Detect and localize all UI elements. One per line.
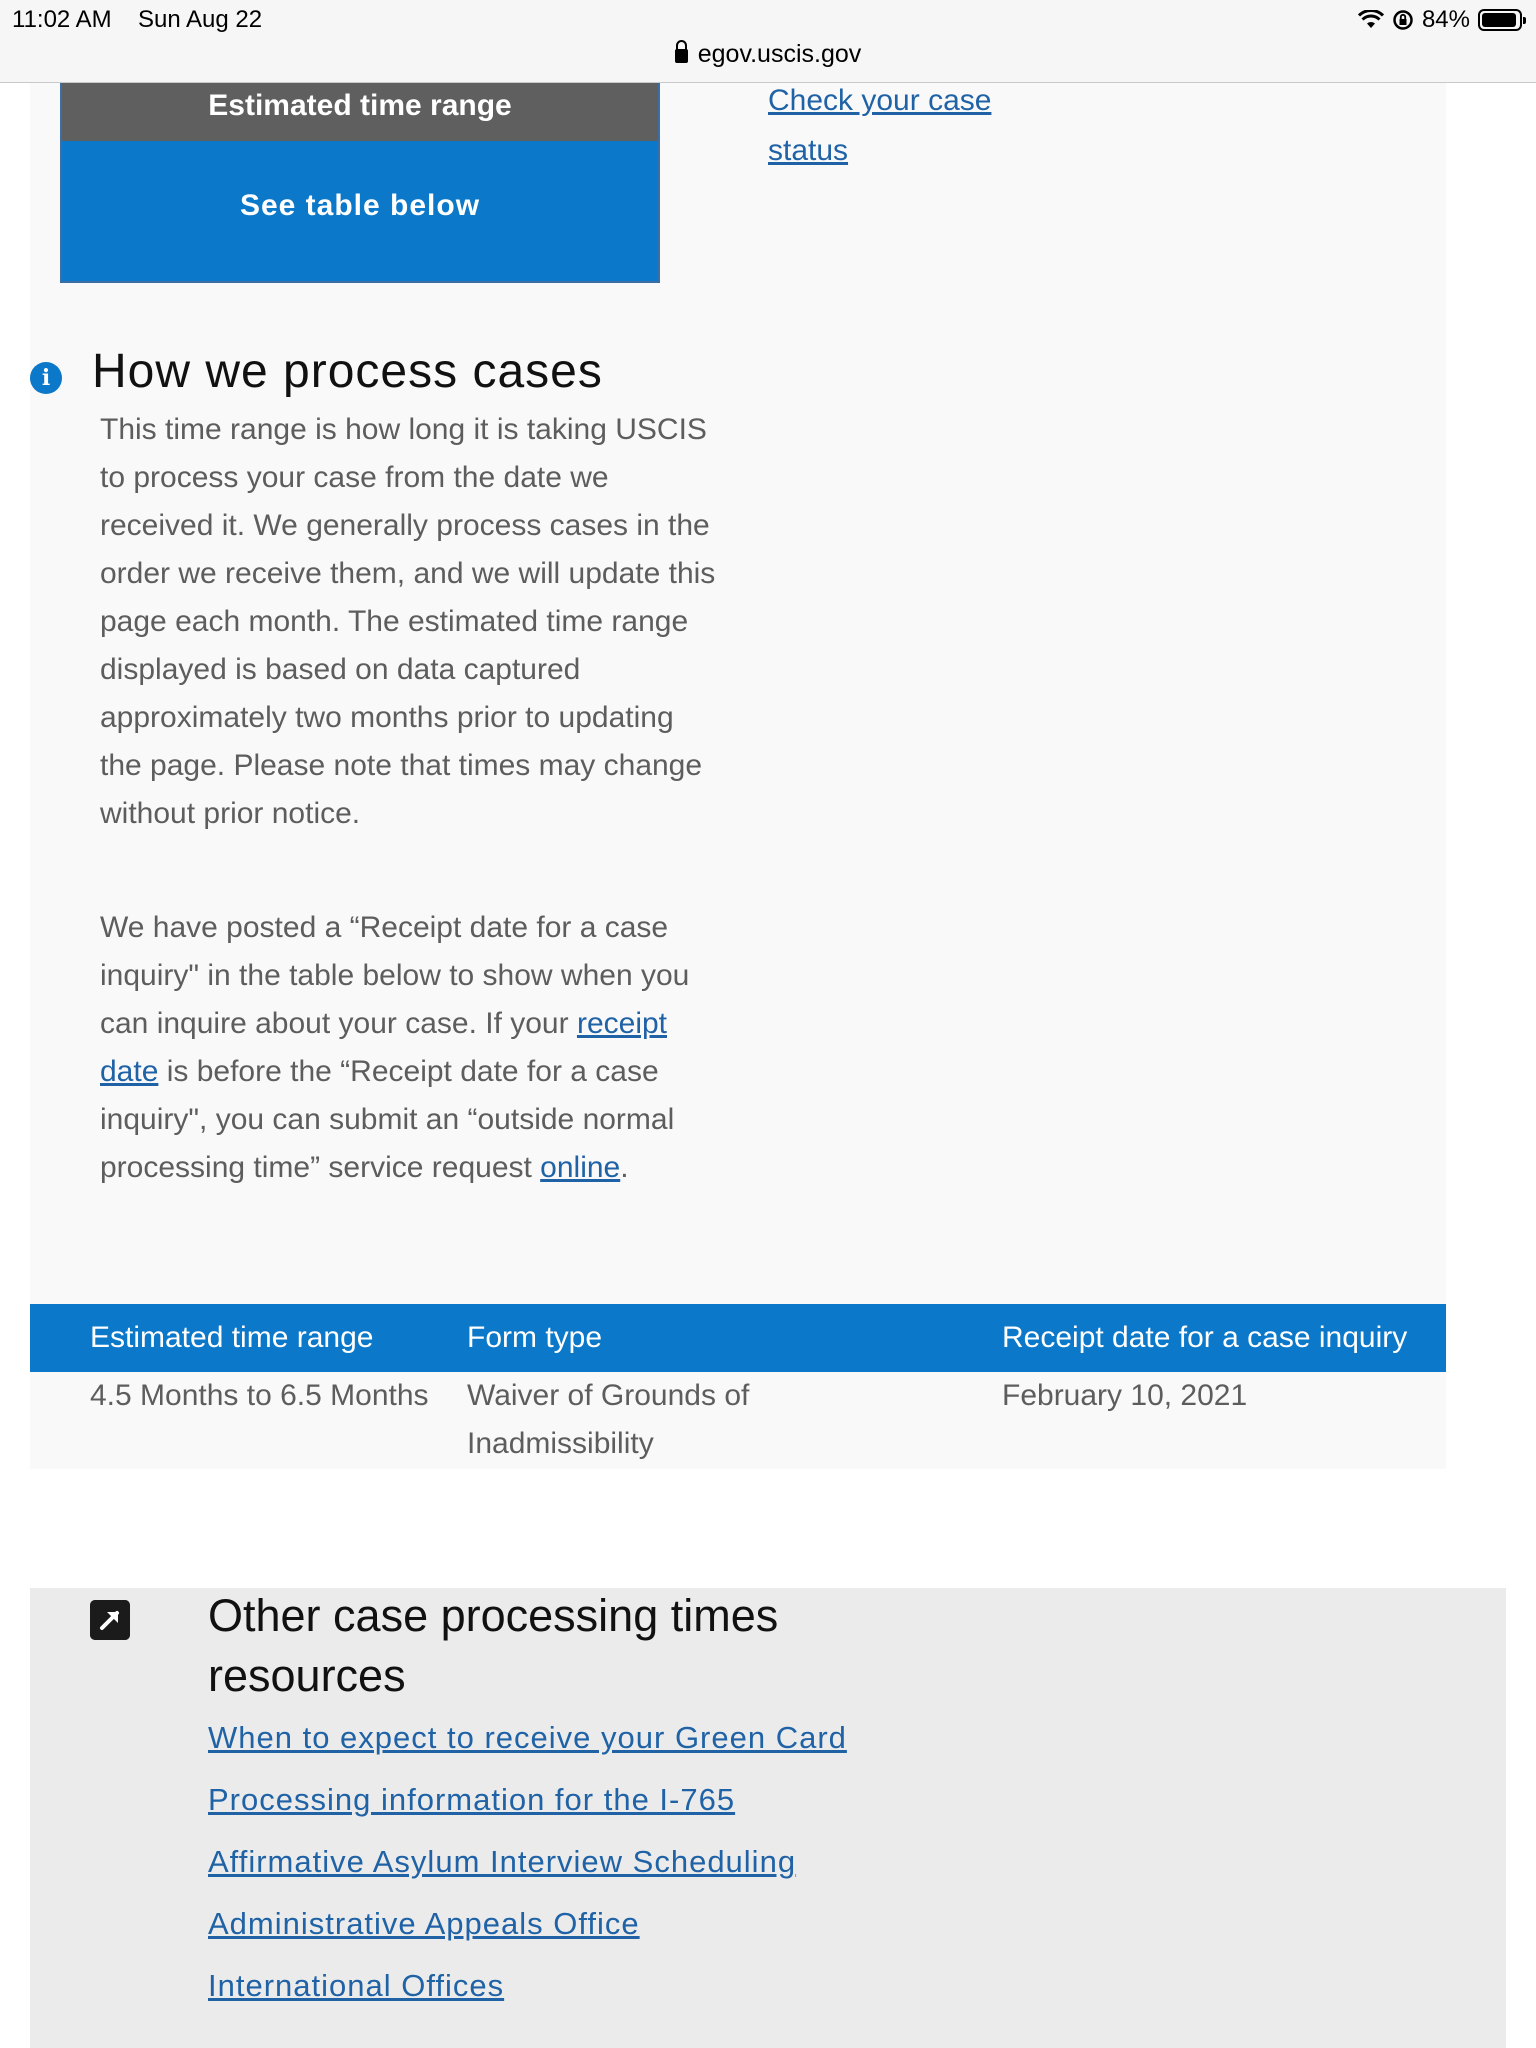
cell-receipt-date: February 10, 2021 — [1002, 1379, 1248, 1412]
international-offices-link[interactable]: International Offices — [208, 1968, 505, 2003]
status-date: Sun Aug 22 — [138, 6, 263, 33]
header-form-type: Form type — [467, 1321, 603, 1354]
estimated-time-card-header: Estimated time range — [62, 83, 658, 141]
orientation-lock-icon — [1392, 9, 1414, 31]
online-link[interactable]: online — [540, 1151, 621, 1184]
cell-form-type: Waiver of Grounds of Inadmissibility — [467, 1379, 750, 1460]
url-text: egov.uscis.gov — [697, 40, 862, 68]
list-item — [208, 1906, 847, 1968]
aao-link[interactable]: Administrative Appeals Office — [208, 1906, 640, 1941]
cell-time-range: 4.5 Months to 6.5 Months — [90, 1379, 429, 1412]
how-we-process-title: How we process cases — [92, 345, 603, 398]
estimated-time-card-value: See table below — [62, 141, 658, 281]
other-resources-title: Other case processing times resources — [208, 1590, 779, 1701]
battery-icon — [1478, 9, 1522, 31]
url-display[interactable] — [0, 40, 1536, 68]
table-row — [30, 1372, 1446, 1468]
paragraph-2-text-b: is before the “Receipt date for a case inquiry", you can submit an “outside normal processing time” service request — [100, 1055, 675, 1184]
how-we-process-paragraph-2 — [100, 904, 720, 1192]
list-item — [208, 1720, 847, 1782]
check-case-status-link[interactable]: Check your case status — [768, 84, 992, 167]
info-icon: i — [30, 362, 62, 394]
battery-percent: 84% — [1421, 6, 1470, 33]
paragraph-2-text-a: We have posted a “Receipt date for a case inquiry" in the table below to show when you can inquire about your case. If your — [100, 911, 690, 1040]
paragraph-2-text-c: . — [620, 1151, 629, 1184]
other-resources-links — [208, 1720, 847, 2030]
how-we-process-paragraph-1: This time range is how long it is taking USCIS to process your case from the date we received it. We generally process cases in the order we receive them, and we will update this page each month. The estimated time range displayed is based on data captured approximately two months prior to updating the page. Please note that times may change without prior notice. — [100, 413, 716, 830]
receipt-date-link[interactable]: receipt date — [100, 1007, 667, 1088]
wifi-icon — [1358, 10, 1384, 30]
header-estimated-time-range: Estimated time range — [90, 1321, 374, 1354]
list-item — [208, 1782, 847, 1844]
processing-table-header — [30, 1304, 1446, 1372]
status-time: 11:02 AM — [12, 6, 112, 33]
i765-link[interactable]: Processing information for the I-765 — [208, 1782, 736, 1817]
status-bar — [0, 0, 1536, 40]
green-card-link[interactable]: When to expect to receive your Green Card — [208, 1720, 847, 1755]
header-receipt-date: Receipt date for a case inquiry — [1002, 1321, 1408, 1354]
estimated-time-card — [60, 83, 660, 283]
list-item — [208, 1844, 847, 1906]
list-item — [208, 1968, 847, 2030]
status-indicators — [1358, 6, 1522, 34]
external-link-icon — [90, 1600, 130, 1640]
asylum-scheduling-link[interactable]: Affirmative Asylum Interview Scheduling — [208, 1844, 797, 1879]
lock-icon — [675, 49, 688, 63]
